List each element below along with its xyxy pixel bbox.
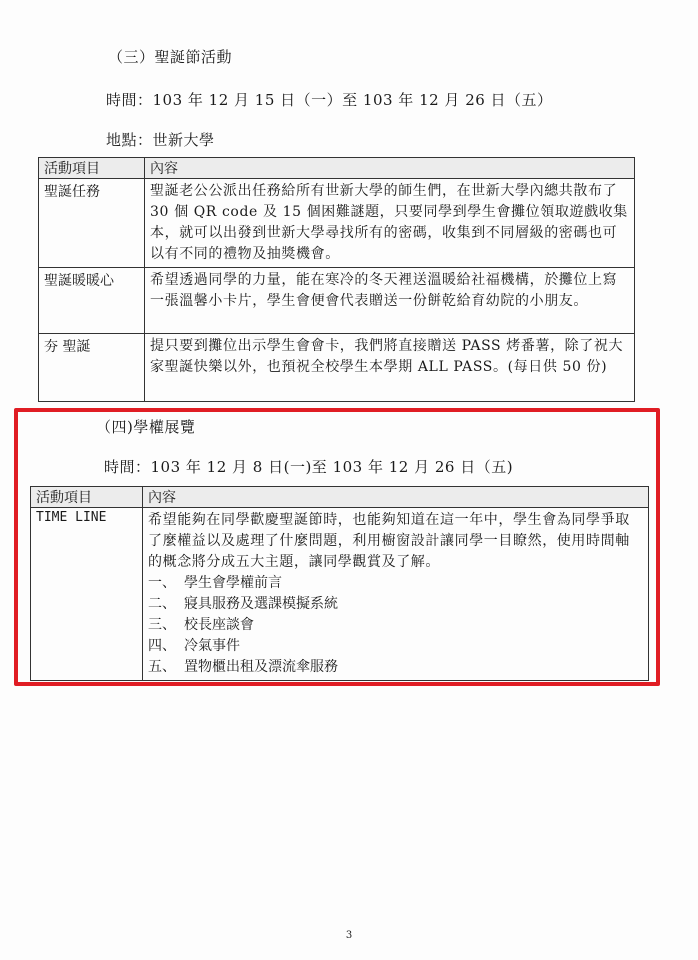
list-item <box>148 657 643 678</box>
list-item <box>148 594 643 615</box>
column-header-content: 內容 <box>143 487 649 508</box>
table-row <box>39 334 635 402</box>
section3-time: 時間：103 年 12 月 15 日（一）至 103 年 12 月 26 日（五） <box>106 91 553 109</box>
table-header-row <box>31 487 649 508</box>
column-header-item: 活動項目 <box>39 158 145 179</box>
list-item-number: 四、 <box>148 638 176 654</box>
list-item-number: 三、 <box>148 617 176 633</box>
section4-heading: （四)學權展覽 <box>96 418 196 436</box>
section3-location: 地點：世新大學 <box>106 131 215 149</box>
list-item <box>148 573 643 594</box>
table-row <box>31 508 649 681</box>
row-content: 聖誕老公公派出任務給所有世新大學的師生們，在世新大學內總共散布了 30 個 QR code 及 15 個困難謎題，只要同學到學生會攤位領取遊戲收集本，就可以出發到世新大學尋找所有的密碼，收集到不同層級的密碼也可以有不同的禮物及抽獎機會。 <box>145 179 635 268</box>
row-item-label: 聖誕任務 <box>39 179 145 268</box>
list-item <box>148 615 643 636</box>
table-row <box>39 179 635 268</box>
list-item-text: 校長座談會 <box>184 617 254 633</box>
table-row <box>39 268 635 334</box>
list-item-number: 一、 <box>148 575 176 591</box>
row-content: 提只要到攤位出示學生會會卡，我們將直接贈送 PASS 烤番薯，除了祝大家聖誕快樂以外，也預祝全校學生本學期 ALL PASS。(每日供 50 份) <box>145 334 635 402</box>
list-item-text: 置物櫃出租及漂流傘服務 <box>184 659 338 675</box>
section3-heading: （三）聖誕節活動 <box>108 48 233 66</box>
section4-table <box>30 486 649 681</box>
section3-table <box>38 157 635 402</box>
list-item-number: 二、 <box>148 596 176 612</box>
row-content-cell <box>143 508 649 681</box>
row-content: 希望透過同學的力量，能在寒冷的冬天裡送溫暖給社福機構，於攤位上寫一張溫馨小卡片，學生會便會代表贈送一份餅乾給育幼院的小朋友。 <box>145 268 635 334</box>
list-item-text: 學生會學權前言 <box>184 575 282 591</box>
list-item <box>148 636 643 657</box>
table-header-row <box>39 158 635 179</box>
list-item-number: 五、 <box>148 659 176 675</box>
column-header-content: 內容 <box>145 158 635 179</box>
row-content: 希望能夠在同學歡慶聖誕節時，也能夠知道在這一年中，學生會為同學爭取了麼權益以及處理了什麼問題，利用櫥窗設計讓同學一目瞭然，使用時間軸的概念將分成五大主題，讓同學觀賞及了解。 <box>148 512 630 570</box>
list-item-text: 冷氣事件 <box>184 638 240 654</box>
column-header-item: 活動項目 <box>31 487 143 508</box>
row-item-label: 聖誕暖暖心 <box>39 268 145 334</box>
row-item-label: TIME LINE <box>31 508 143 681</box>
section4-time: 時間：103 年 12 月 8 日(一)至 103 年 12 月 26 日（五) <box>104 458 514 476</box>
list-item-text: 寢具服務及選課模擬系統 <box>184 596 338 612</box>
page-number: 3 <box>345 930 353 941</box>
row-item-label: 夯 聖誕 <box>39 334 145 402</box>
